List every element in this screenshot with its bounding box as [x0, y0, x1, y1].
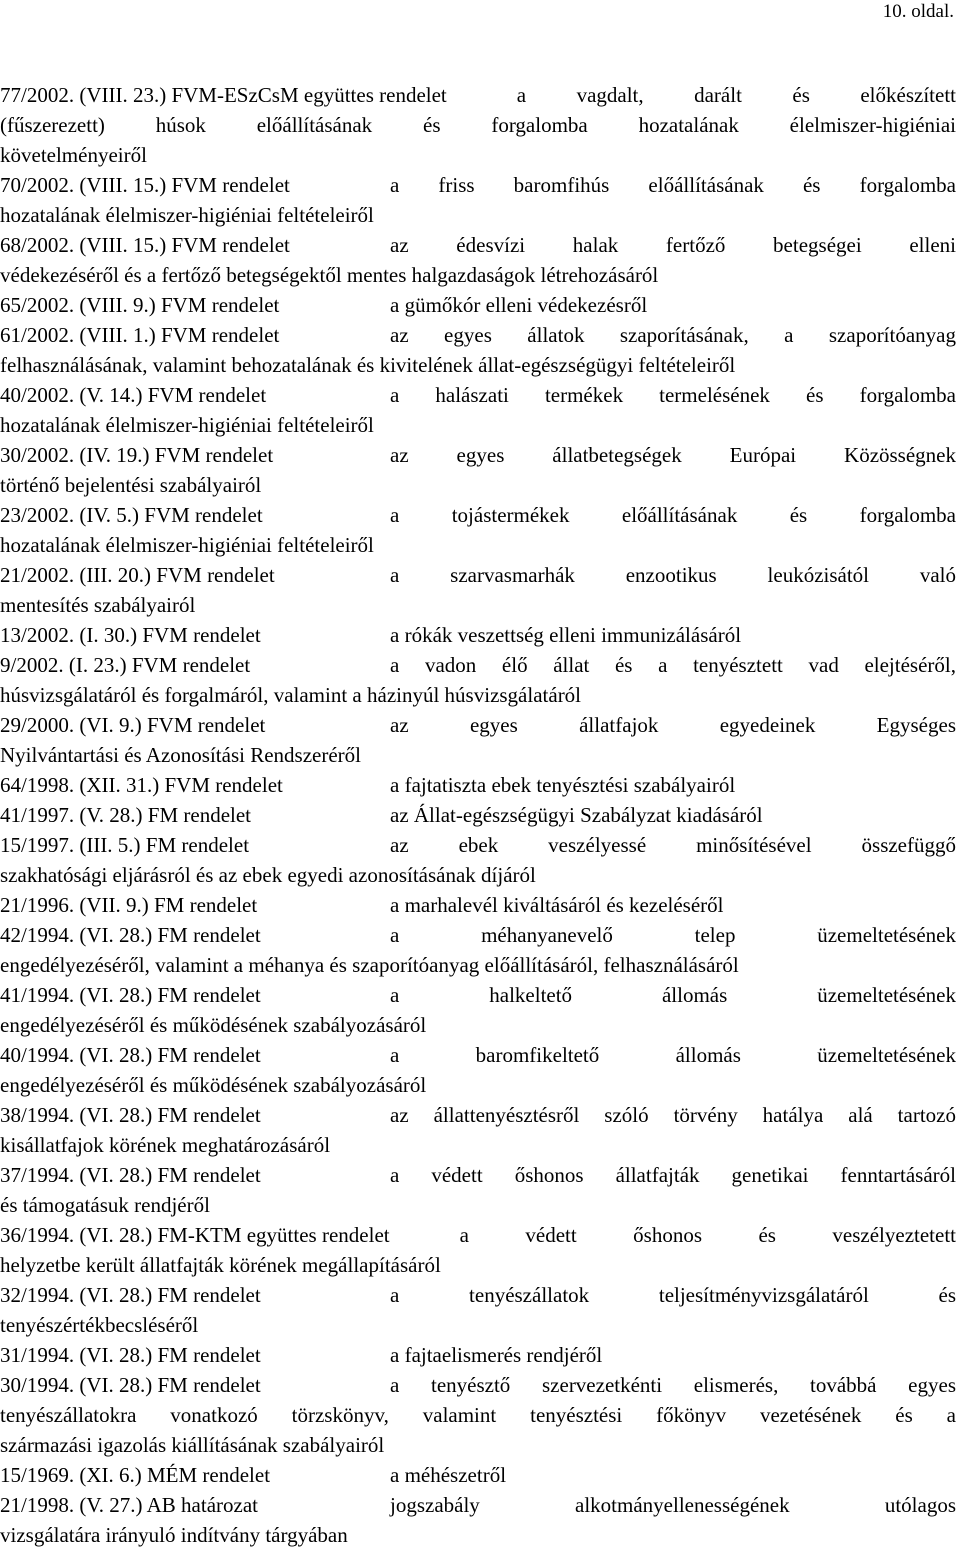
regulation-entry — [0, 1220, 956, 1280]
regulation-title-continued: szakhatósági eljárásról és az ebek egyedi azonosításának díjáról — [0, 863, 536, 887]
regulation-number: 41/1997. (V. 28.) FM rendelet — [0, 803, 252, 827]
regulation-title: a friss baromfihús előállításának és forgalomba — [390, 173, 956, 197]
regulation-title-continued: kisállatfajok körének meghatározásáról — [0, 1133, 331, 1157]
regulation-entry — [0, 1460, 956, 1490]
regulation-title: a halkeltető állomás üzemeltetésének — [390, 983, 956, 1007]
regulation-number: 13/2002. (I. 30.) FVM rendelet — [0, 623, 261, 647]
regulation-title: a vadon élő állat és a tenyésztett vad elejtéséről, — [390, 653, 956, 677]
regulation-entry — [0, 920, 956, 980]
regulation-title: az Állat-egészségügyi Szabályzat kiadásáról — [390, 803, 763, 827]
regulation-number: 64/1998. (XII. 31.) FVM rendelet — [0, 773, 283, 797]
regulation-title-continued: húsvizsgálatáról és forgalmáról, valamint a házinyúl húsvizsgálatáról — [0, 683, 582, 707]
regulation-title: a fajtatiszta ebek tenyésztési szabályairól — [390, 773, 736, 797]
regulation-title: a tenyészállatok teljesítményvizsgálatáról és — [390, 1283, 956, 1307]
regulation-number: 61/2002. (VIII. 1.) FVM rendelet — [0, 323, 280, 347]
regulation-number: 40/2002. (V. 14.) FVM rendelet — [0, 383, 267, 407]
regulation-title-continued: tenyészállatokra vonatkozó törzskönyv, valamint tenyésztési főkönyv vezetésének és a — [0, 1403, 956, 1427]
regulation-entry — [0, 650, 956, 710]
regulation-title-continued: (fűszerezett) húsok előállításának és forgalomba hozatalának élelmiszer-higiéniai — [0, 113, 956, 137]
regulation-title: a védett őshonos állatfajták genetikai fenntartásáról — [390, 1163, 956, 1187]
regulation-entry — [0, 1280, 956, 1340]
regulation-title-continued: követelményeiről — [0, 143, 147, 167]
regulation-entry — [0, 1100, 956, 1160]
regulation-title-continued: felhasználásának, valamint behozatalának és kivitelének állat-egészségügyi feltételeiről — [0, 353, 736, 377]
regulation-number: 15/1969. (XI. 6.) MÉM rendelet — [0, 1463, 271, 1487]
regulation-title: a szarvasmarhák enzootikus leukózisától való — [390, 563, 956, 587]
regulation-title: a fajtaelismerés rendjéről — [390, 1343, 603, 1367]
regulation-number: 40/1994. (VI. 28.) FM rendelet — [0, 1043, 261, 1067]
regulation-title: a tenyésztő szervezetkénti elismerés, továbbá egyes — [390, 1373, 956, 1397]
regulation-entry — [0, 830, 956, 890]
regulation-number: 9/2002. (I. 23.) FVM rendelet — [0, 653, 251, 677]
regulation-entry — [0, 710, 956, 770]
regulation-list — [0, 80, 956, 1550]
regulation-number: 23/2002. (IV. 5.) FVM rendelet — [0, 503, 263, 527]
regulation-title-continued: hozatalának élelmiszer-higiéniai feltételeiről — [0, 203, 374, 227]
regulation-entry — [0, 560, 956, 620]
regulation-title: az édesvízi halak fertőző betegségei elleni — [390, 233, 956, 257]
regulation-entry — [0, 380, 956, 440]
regulation-title: a halászati termékek termelésének és forgalomba — [390, 383, 956, 407]
regulation-title-continued: engedélyezéséről és működésének szabályozásáról — [0, 1073, 427, 1097]
regulation-title-continued: mentesítés szabályairól — [0, 593, 196, 617]
regulation-number: 30/1994. (VI. 28.) FM rendelet — [0, 1373, 261, 1397]
regulation-title-continued: helyzetbe került állatfajták körének megállapításáról — [0, 1253, 441, 1277]
regulation-entry — [0, 1160, 956, 1220]
regulation-entry — [0, 1370, 956, 1460]
regulation-number: 68/2002. (VIII. 15.) FVM rendelet — [0, 233, 290, 257]
regulation-title: az állattenyésztésről szóló törvény hatálya alá tartozó — [390, 1103, 956, 1127]
regulation-title-continued: tenyészértékbecsléséről — [0, 1313, 199, 1337]
regulation-title: az egyes állatfajok egyedeinek Egységes — [390, 713, 956, 737]
regulation-title-continued: vizsgálatára irányuló indítvány tárgyában — [0, 1523, 348, 1547]
regulation-entry — [0, 1340, 956, 1370]
regulation-entry — [0, 320, 956, 380]
regulation-entry — [0, 1490, 956, 1550]
regulation-number: 32/1994. (VI. 28.) FM rendelet — [0, 1283, 261, 1307]
regulation-entry — [0, 170, 956, 230]
regulation-entry — [0, 230, 956, 290]
regulation-number: 21/2002. (III. 20.) FVM rendelet — [0, 563, 275, 587]
regulation-title: jogszabály alkotmányellenességének utólagos — [390, 1493, 956, 1517]
regulation-number: 36/1994. (VI. 28.) FM-KTM együttes rendelet — [0, 1223, 390, 1247]
regulation-number: 38/1994. (VI. 28.) FM rendelet — [0, 1103, 261, 1127]
regulation-title-continued: engedélyezéséről, valamint a méhanya és szaporítóanyag előállításáról, felhasználásáról — [0, 953, 739, 977]
regulation-title: a baromfikeltető állomás üzemeltetésének — [390, 1043, 956, 1067]
regulation-title-continued: hozatalának élelmiszer-higiéniai feltételeiről — [0, 413, 374, 437]
regulation-title: az ebek veszélyessé minősítésével összefüggő — [390, 833, 956, 857]
regulation-title: a vagdalt, darált és előkészített — [516, 83, 956, 107]
regulation-entry — [0, 800, 956, 830]
regulation-title: a marhalevél kiváltásáról és kezeléséről — [390, 893, 724, 917]
regulation-entry — [0, 620, 956, 650]
regulation-entry — [0, 890, 956, 920]
regulation-number: 41/1994. (VI. 28.) FM rendelet — [0, 983, 261, 1007]
regulation-title: a méhészetről — [390, 1463, 507, 1487]
regulation-title: a védett őshonos és veszélyeztetett — [459, 1223, 956, 1247]
regulation-number: 31/1994. (VI. 28.) FM rendelet — [0, 1343, 261, 1367]
regulation-entry — [0, 1040, 956, 1100]
regulation-number: 42/1994. (VI. 28.) FM rendelet — [0, 923, 261, 947]
regulation-entry — [0, 80, 956, 170]
regulation-title-continued: engedélyezéséről és működésének szabályozásáról — [0, 1013, 427, 1037]
regulation-title: az egyes állatok szaporításának, a szaporítóanyag — [390, 323, 956, 347]
regulation-title: a rókák veszettség elleni immunizálásáról — [390, 623, 742, 647]
regulation-title: az egyes állatbetegségek Európai Közösségnek — [390, 443, 956, 467]
regulation-number: 21/1998. (V. 27.) AB határozat — [0, 1493, 258, 1517]
regulation-number: 30/2002. (IV. 19.) FVM rendelet — [0, 443, 274, 467]
regulation-title-continued: történő bejelentési szabályairól — [0, 473, 262, 497]
regulation-number: 70/2002. (VIII. 15.) FVM rendelet — [0, 173, 290, 197]
page-number: 10. oldal. — [882, 1, 954, 22]
regulation-entry — [0, 500, 956, 560]
regulation-number: 37/1994. (VI. 28.) FM rendelet — [0, 1163, 261, 1187]
regulation-entry — [0, 290, 956, 320]
regulation-number: 29/2000. (VI. 9.) FVM rendelet — [0, 713, 266, 737]
regulation-title-continued: hozatalának élelmiszer-higiéniai feltételeiről — [0, 533, 374, 557]
regulation-title-continued: védekezéséről és a fertőző betegségektől mentes halgazdaságok létrehozásáról — [0, 263, 659, 287]
regulation-title-continued: és támogatásuk rendjéről — [0, 1193, 210, 1217]
regulation-title-continued: Nyilvántartási és Azonosítási Rendszeréről — [0, 743, 361, 767]
regulation-number: 15/1997. (III. 5.) FM rendelet — [0, 833, 250, 857]
regulation-number: 65/2002. (VIII. 9.) FVM rendelet — [0, 293, 280, 317]
regulation-title: a gümőkór elleni védekezésről — [390, 293, 648, 317]
regulation-title-continued: származási igazolás kiállításának szabályairól — [0, 1433, 385, 1457]
regulation-title: a tojástermékek előállításának és forgalomba — [390, 503, 956, 527]
regulation-entry — [0, 770, 956, 800]
regulation-title: a méhanyanevelő telep üzemeltetésének — [390, 923, 956, 947]
regulation-number: 77/2002. (VIII. 23.) FVM-ESzCsM együttes rendelet — [0, 83, 447, 107]
regulation-entry — [0, 440, 956, 500]
regulation-entry — [0, 980, 956, 1040]
regulation-number: 21/1996. (VII. 9.) FM rendelet — [0, 893, 258, 917]
